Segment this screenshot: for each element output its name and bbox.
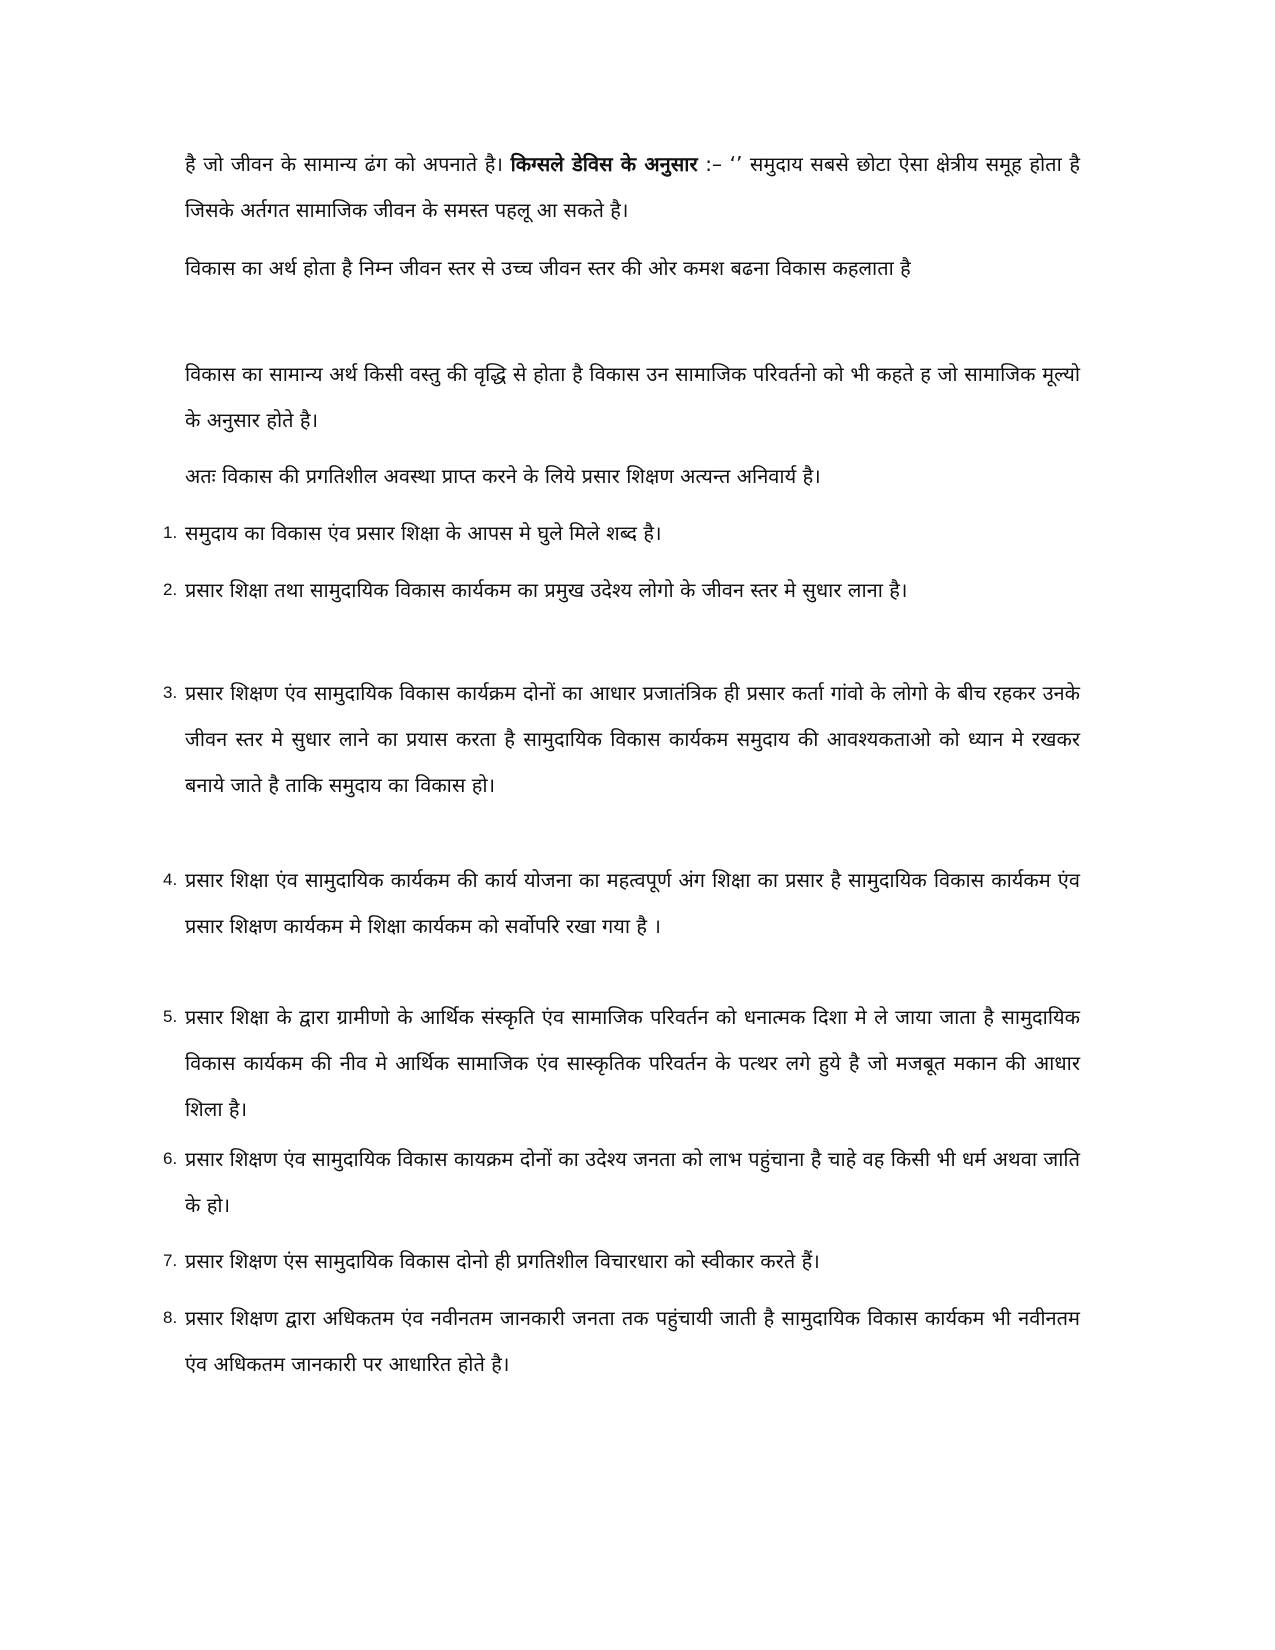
list-item [163, 857, 1080, 949]
list-item [163, 670, 1080, 808]
list-item-number: 3. [163, 683, 178, 702]
intro-text-quote: :– ‘’ समुदाय सबसे छोटा ऐसा क्षेत्रीय समूह होता है जिसके अर्तगत सामाजिक जीवन के समस्त पहलू आ सकते है। [185, 152, 1080, 222]
list-item [163, 994, 1080, 1132]
list-item-text: प्रसार शिक्षण एंव सामुदायिक विकास कार्यक्रम दोनों का आधार प्रजातंत्रिक ही प्रसार कर्ता गांवो के लोगो के बीच रहकर उनके जीवन स्तर मे सुधार लाने का प्रयास करता है सामुदायिक विकास कार्यकम समुदाय की आवश्यकताओ को ध्यान मे रखकर बनाये जाते है ताकि समुदाय का विकास हो। [185, 681, 1080, 797]
kingsley-davis-heading: किग्सले डेविस के अनुसार [510, 152, 698, 176]
list-item-text: प्रसार शिक्षा के द्वारा ग्रामीणो के आर्थिक संस्कृति एंव सामाजिक परिवर्तन को धनात्मक दिशा मे ले जाया जाता है सामुदायिक विकास कार्यकम की नीव मे आर्थिक सामाजिक एंव सास्कृतिक परिवर्तन के पत्थर लगे हुये है जो मजबूत मकान की आधार शिला है। [185, 1005, 1080, 1121]
list-item-number: 1. [163, 523, 178, 542]
list-item-text: समुदाय का विकास एंव प्रसार शिक्षा के आपस मे घुले मिले शब्द है। [185, 521, 662, 545]
intro-paragraph-definition [185, 141, 1080, 233]
intro-paragraph-conclusion: अतः विकास की प्रगतिशील अवस्था प्राप्त करने के लिये प्रसार शिक्षण अत्यन्त अनिवार्य है। [185, 464, 821, 488]
list-item-number: 4. [163, 870, 178, 889]
list-item-text: प्रसार शिक्षा एंव सामुदायिक कार्यकम की कार्य योजना का महत्वपूर्ण अंग शिक्षा का प्रसार है सामुदायिक विकास कार्यकम एंव प्रसार शिक्षण कार्यकम मे शिक्षा कार्यकम को सर्वोपरि रखा गया है । [185, 868, 1080, 938]
list-item-text: प्रसार शिक्षा तथा सामुदायिक विकास कार्यकम का प्रमुख उदेश्य लोगो के जीवन स्तर मे सुधार लाना है। [185, 578, 908, 602]
intro-paragraph-development-general: विकास का सामान्य अर्थ किसी वस्तु की वृद्धि से होता है विकास उन सामाजिक परिवर्तनो को भी कहते ह जो सामाजिक मूल्यो के अनुसार होते है। [185, 362, 1080, 432]
list-item [163, 510, 1080, 556]
list-item [163, 1136, 1080, 1228]
list-item-number: 8. [163, 1308, 178, 1327]
list-item-number: 2. [163, 580, 178, 599]
list-item [163, 1238, 1080, 1284]
list-item [163, 1295, 1080, 1387]
list-item-number: 5. [163, 1007, 178, 1026]
list-item-text: प्रसार शिक्षण एंव सामुदायिक विकास कायक्रम दोनों का उदेश्य जनता को लाभ पहुंचाना है चाहे वह किसी भी धर्म अथवा जाति के हो। [185, 1147, 1080, 1217]
list-item-text: प्रसार शिक्षण एंस सामुदायिक विकास दोनो ही प्रगतिशील विचारधारा को स्वीकार करते हैं। [185, 1249, 820, 1273]
list-item [163, 567, 1080, 613]
list-item-number: 6. [163, 1149, 178, 1168]
intro-paragraph-development-meaning: विकास का अर्थ होता है निम्न जीवन स्तर से उच्च जीवन स्तर की ओर कमश बढना विकास कहलाता है [185, 256, 911, 280]
list-item-number: 7. [163, 1251, 178, 1270]
intro-text-lead: है जो जीवन के सामान्य ढंग को अपनाते है। [185, 152, 511, 176]
list-item-text: प्रसार शिक्षण द्वारा अधिकतम एंव नवीनतम जानकारी जनता तक पहुंचायी जाती है सामुदायिक विकास कार्यकम भी नवीनतम एंव अधिकतम जानकारी पर आधारित होते है। [185, 1306, 1080, 1376]
